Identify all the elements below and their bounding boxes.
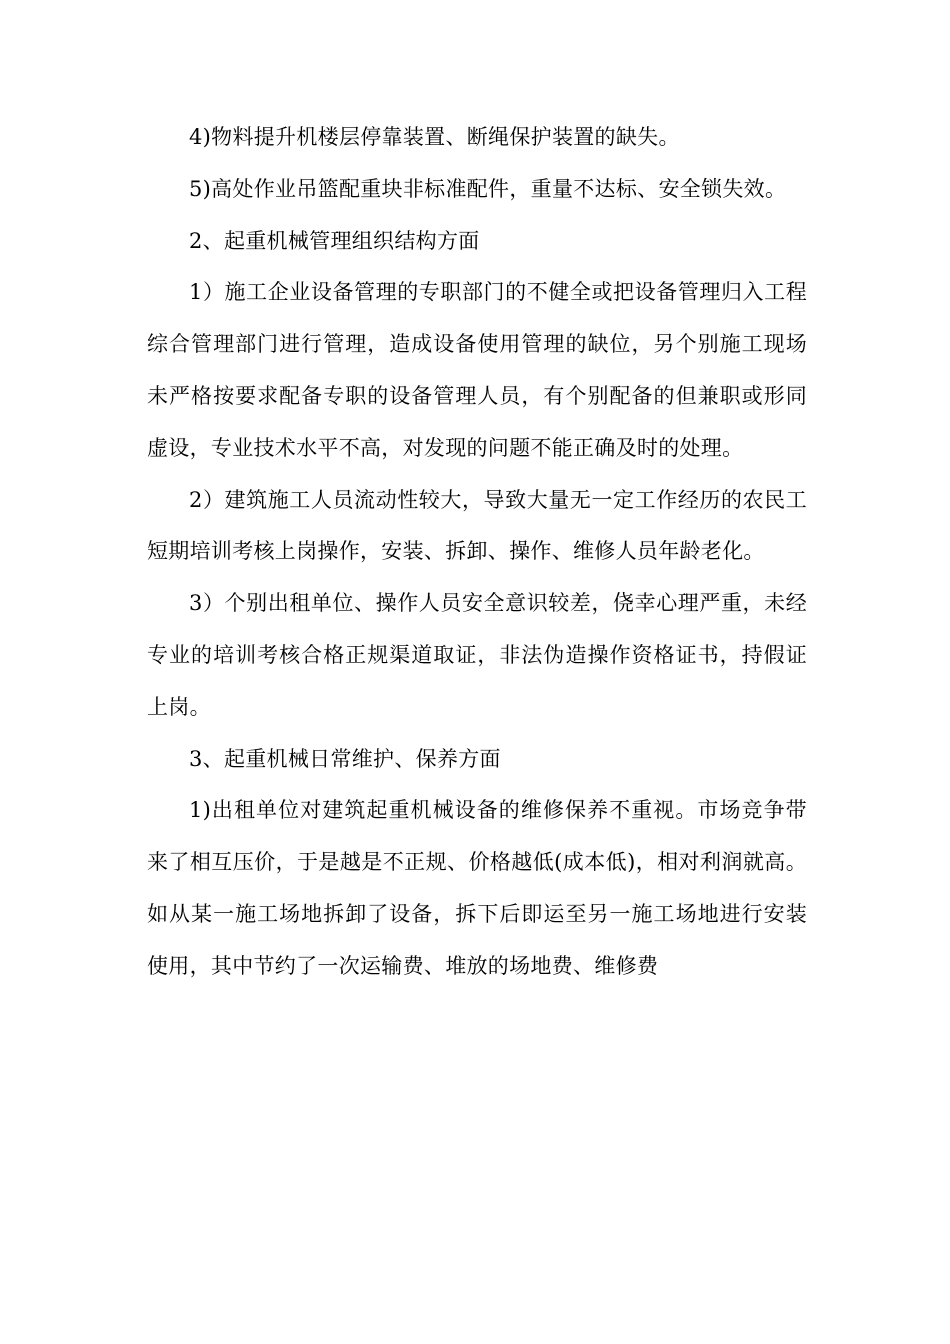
section-heading-2: 2、起重机械管理组织结构方面 (189, 228, 480, 253)
paragraph-item-5: 5)高处作业吊篮配重块非标准配件，重量不达标、安全锁失效。 (189, 176, 787, 201)
paragraph-2-2: 2）建筑施工人员流动性较大，导致大量无一定工作经历的农民工短期培训考核上岗操作，安装、拆卸、操作、维修人员年龄老化。 (147, 487, 807, 564)
document-body (147, 112, 807, 993)
section-heading-3: 3、起重机械日常维护、保养方面 (189, 746, 501, 771)
paragraph-2-1: 1）施工企业设备管理的专职部门的不健全或把设备管理归入工程综合管理部门进行管理，造成设备使用管理的缺位，另个别施工现场未严格按要求配备专职的设备管理人员，有个别配备的但兼职或形同虚设，专业技术水平不高，对发现的问题不能正确及时的处理。 (147, 280, 807, 460)
paragraph-2-3: 3）个别出租单位、操作人员安全意识较差，侥幸心理严重，未经专业的培训考核合格正规渠道取证，非法伪造操作资格证书，持假证上岗。 (147, 591, 807, 719)
paragraph-3-1: 1)出租单位对建筑起重机械设备的维修保养不重视。市场竞争带来了相互压价，于是越是不正规、价格越低(成本低)，相对利润就高。如从某一施工场地拆卸了设备，拆下后即运至另一施工场地进行安装使用，其中节约了一次运输费、堆放的场地费、维修费 (147, 798, 807, 978)
paragraph-item-4: 4)物料提升机楼层停靠装置、断绳保护装置的缺失。 (189, 125, 680, 149)
